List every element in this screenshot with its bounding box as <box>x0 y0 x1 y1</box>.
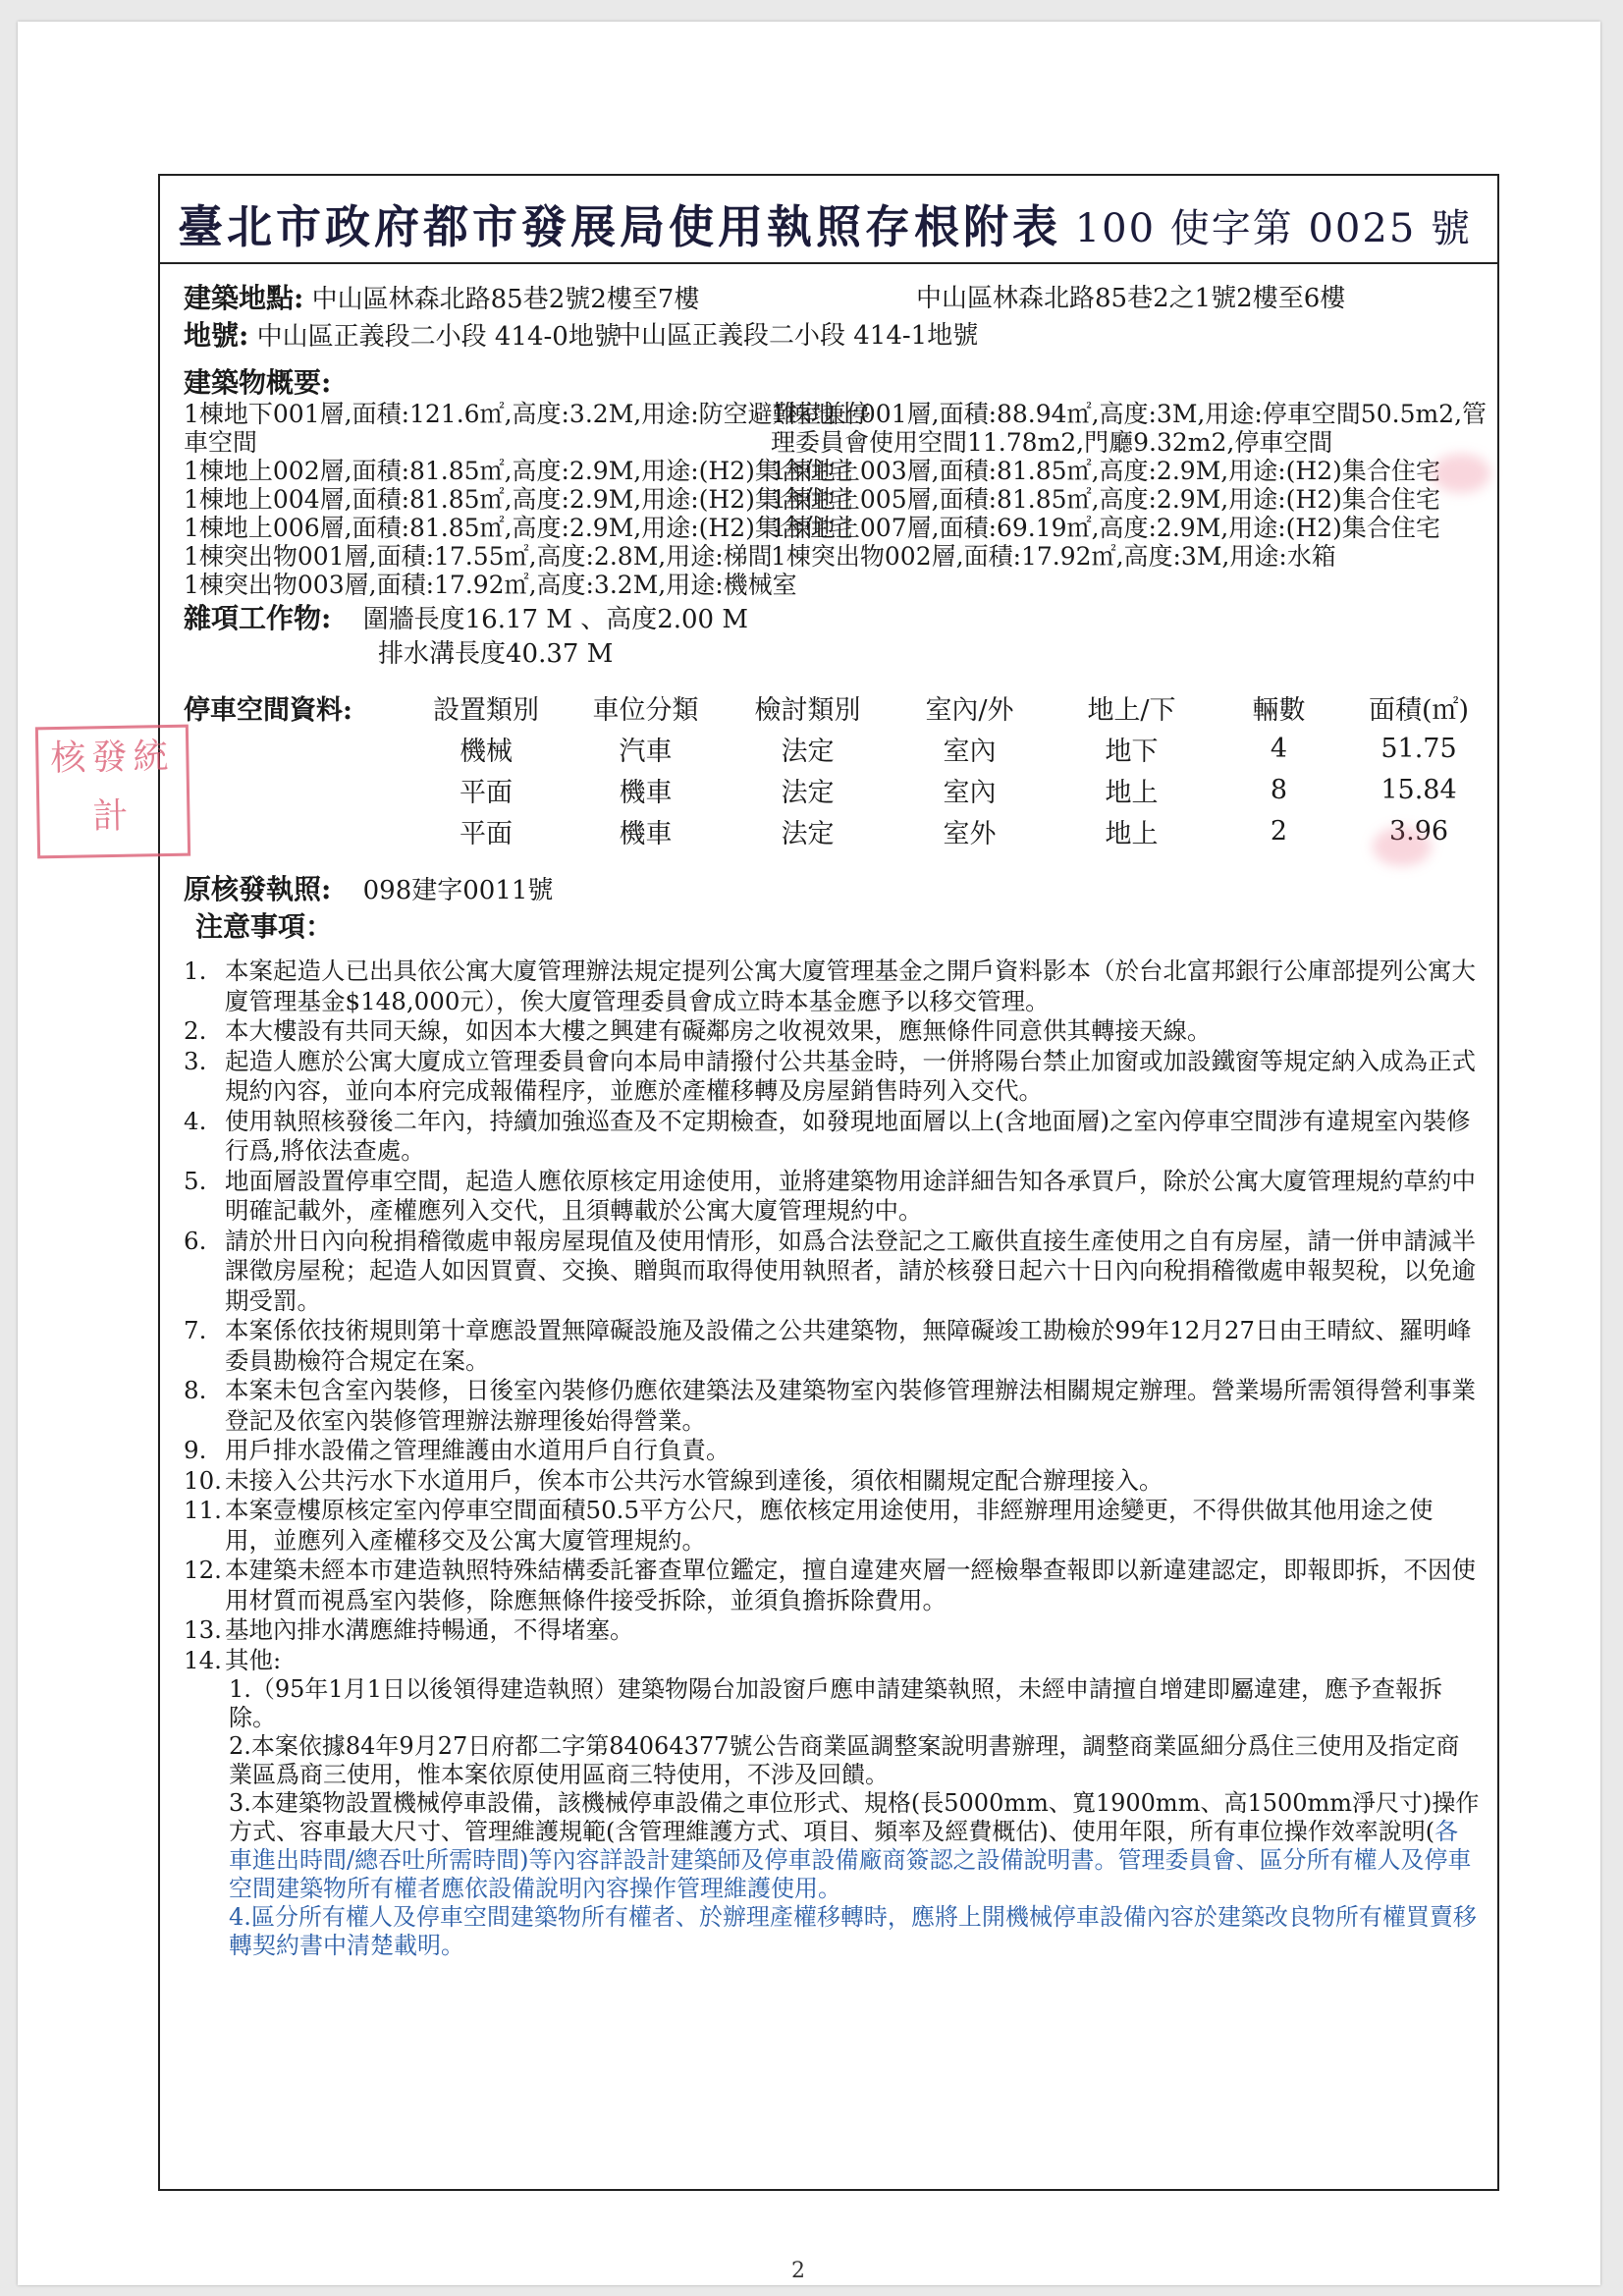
parking-spacer <box>184 769 407 810</box>
parking-cell: 法定 <box>781 818 835 849</box>
form-frame <box>50 174 1499 2191</box>
address-2-row <box>916 284 1345 313</box>
stain-mark <box>1432 454 1490 493</box>
misc-works-line-1: 圍牆長度16.17 M 、高度2.00 M <box>362 605 748 634</box>
lot-row <box>184 321 620 352</box>
note-sub-item: 2.本案依據84年9月27日府都二字第84064377號公告商業區調整案說明書辦理，調整商業區細分爲住三使用及指定商業區爲商三使用，惟本案依原使用區商三特使用，不涉及回饋。 <box>229 1732 1460 1788</box>
parking-cell: 4 <box>1270 733 1288 764</box>
note-item <box>184 1167 1480 1227</box>
note-text: 起造人應於公寓大廈成立管理委員會向本局申請撥付公共基金時，一併將陽台禁止加窗或加設鐵窗等規定納入成為正式規約內容，並向本府完成報備程序，並應於產權移轉及房屋銷售時列入交代。 <box>225 1046 1476 1105</box>
note-number: 13. <box>184 1615 222 1644</box>
parking-col-header: 設置類別 <box>433 694 539 726</box>
parking-cell: 室內 <box>943 777 997 808</box>
note-text: 未接入公共污水下水道用戶，俟本市公共污水管線到達後，須依相關規定配合辦理接入。 <box>225 1465 1163 1495</box>
note-number: 3. <box>184 1046 207 1075</box>
lot-1: 中山區正義段二小段 414-0地號 <box>256 322 620 352</box>
parking-cell: 地上 <box>1105 818 1159 849</box>
note-item <box>184 957 1480 1016</box>
parking-cell: 法定 <box>781 777 835 808</box>
notes-list <box>184 957 1480 1960</box>
original-permit-value: 098建字0011號 <box>362 876 554 905</box>
parking-cell: 51.75 <box>1380 733 1457 764</box>
parking-col-header: 地上/下 <box>1087 694 1176 726</box>
parking-label: 停車空間資料: <box>184 694 352 726</box>
note-text: 其他: <box>225 1645 282 1674</box>
parking-row <box>184 728 1492 769</box>
note-text: 本案起造人已出具依公寓大廈管理辦法規定提列公寓大廈管理基金之開戶資料影本（於台北富邦銀行公庫部提列公寓大廈管理基金$148,000元），俟大廈管理委員會成立時本基金應予以移交管理。 <box>225 957 1476 1015</box>
parking-cell: 機車 <box>619 818 673 849</box>
parking-col-header: 輛數 <box>1252 694 1306 726</box>
overview-right-line: 1棟地上005層,面積:81.85㎡,高度:2.9M,用途:(H2)集合住宅 <box>771 485 1440 514</box>
red-seal-stamp: 核發統計 <box>35 725 190 859</box>
document-page <box>18 22 1600 2285</box>
parking-cell: 室內 <box>943 736 997 767</box>
overview-left-line: 1棟地上004層,面積:81.85㎡,高度:2.9M,用途:(H2)集合住宅 <box>184 485 853 514</box>
overview-right-line: 理委員會使用空間11.78m2,門廳9.32m2,停車空間 <box>771 428 1333 457</box>
note-number: 5. <box>184 1166 207 1195</box>
note-item <box>184 1615 1480 1646</box>
address-2: 中山區林森北路85巷2之1號2樓至6樓 <box>916 284 1346 313</box>
note-number: 14. <box>184 1645 222 1674</box>
note-number: 10. <box>184 1465 222 1495</box>
note-number: 11. <box>184 1496 222 1524</box>
note-item <box>184 1227 1480 1317</box>
note-item <box>184 1646 1480 1676</box>
note-sub-item: 4.區分所有權人及停車空間建築物所有權者、於辦理產權移轉時，應將上開機械停車設備內容於建築改良物所有權買賣移轉契約書中清楚載明。 <box>229 1903 1477 1959</box>
note-text: 本案未包含室內裝修，日後室內裝修仍應依建築法及建築物室內裝修管理辦法相關規定辦理。營業場所需領得營利事業登記及依室內裝修管理辦法辦理後始得營業。 <box>225 1376 1476 1435</box>
address-row <box>184 284 699 314</box>
lot-2-row <box>616 321 978 351</box>
page-number: 2 <box>791 2259 805 2283</box>
parking-cell: 室外 <box>943 818 997 849</box>
note-text: 請於卅日內向稅捐稽徵處申報房屋現值及使用情形，如爲合法登記之工廠供直接生產使用之自有房屋，請一併申請減半課徵房屋稅；起造人如因買賣、交換、贈與而取得使用執照者，請於核發日起六十日內向稅捐稽徵處申報契稅，以免逾期受罰。 <box>225 1226 1476 1315</box>
parking-cell: 機械 <box>460 736 513 767</box>
note-sub-item-text: 3.本建築物設置機械停車設備，該機械停車設備之車位形式、規格(長5000mm、寬1900mm、高1500mm淨尺寸)操作方式、容車最大尺寸、管理維護規範(含管理維護方式、項目、頻率及經費概估)、使用年限，所有車位操作效率說明( <box>229 1789 1480 1845</box>
note-number: 7. <box>184 1316 207 1344</box>
document-title: 臺北市政府都市發展局使用執照存根附表 <box>178 200 1061 253</box>
parking-header-row <box>184 686 1492 728</box>
note-item <box>184 1556 1480 1615</box>
parking-cell: 2 <box>1270 815 1288 847</box>
stain-mark <box>1373 827 1432 866</box>
overview-left-line: 車空間 <box>184 428 258 457</box>
note-text: 本建築未經本市建造執照特殊結構委託審查單位鑑定，擅自違建夾層一經檢舉查報即以新違建認定，即報即拆，不因使用材質而視爲室內裝修，除應無條件接受拆除，並須負擔拆除費用。 <box>225 1556 1476 1614</box>
original-permit-label: 原核發執照: <box>184 873 332 905</box>
parking-spacer <box>184 728 407 769</box>
note-sub-item: 1.（95年1月1日以後領得建造執照）建築物陽台加設窗戶應申請建築執照，未經申請擅自增建即屬違建，應予查報拆除。 <box>229 1675 1442 1731</box>
note-number: 12. <box>184 1556 222 1584</box>
parking-col-header: 室內/外 <box>925 694 1014 726</box>
parking-spacer <box>184 810 407 851</box>
note-sub-item <box>184 1789 1480 1903</box>
permit-number: 100 使字第 0025 號 <box>1074 206 1472 251</box>
note-number: 8. <box>184 1376 207 1404</box>
note-item <box>184 1436 1480 1466</box>
note-text: 本案壹樓原核定室內停車空間面積50.5平方公尺，應依核定用途使用，非經辦理用途變更，不得供做其他用途之使用，並應列入產權移交及公寓大廈管理規約。 <box>225 1496 1434 1555</box>
address-label: 建築地點: <box>184 282 304 314</box>
note-number: 4. <box>184 1106 207 1135</box>
parking-col-header: 面積(㎡) <box>1368 694 1470 726</box>
note-number: 6. <box>184 1226 207 1255</box>
note-text: 本大樓設有共同天線，如因本大樓之興建有礙鄰房之收視效果，應無條件同意供其轉接天線。 <box>225 1016 1212 1045</box>
parking-cell: 15.84 <box>1380 774 1457 805</box>
parking-cell: 法定 <box>781 736 835 767</box>
misc-works-label: 雜項工作物: <box>184 602 332 634</box>
overview-left-line: 1棟突出物003層,面積:17.92㎡,高度:3.2M,用途:機械室 <box>184 571 797 599</box>
note-item <box>184 1376 1480 1436</box>
note-sub-item-text-blue: 各車進出時間/總吞吐所需時間)等內容詳設計建築師及停車設備廠商簽認之設備說明書。管理委員會、區分所有權人及停車空間建築物所有權者應依設備說明內容操作管理維護使用。 <box>229 1818 1472 1902</box>
notes-label: 注意事項： <box>195 910 334 943</box>
parking-cell: 平面 <box>460 777 513 808</box>
note-number: 1. <box>184 957 207 985</box>
misc-works-row <box>184 604 748 634</box>
note-item <box>184 1466 1480 1497</box>
lot-label: 地號: <box>184 319 249 352</box>
overview-right-line: 1棟地上003層,面積:81.85㎡,高度:2.9M,用途:(H2)集合住宅 <box>771 457 1440 485</box>
parking-table <box>184 686 1492 851</box>
note-text: 用戶排水設備之管理維護由水道用戶自行負責。 <box>225 1436 730 1464</box>
overview-label: 建築物概要: <box>184 366 332 399</box>
overview-right-line: 1棟突出物002層,面積:17.92㎡,高度:3M,用途:水箱 <box>771 542 1336 571</box>
overview-left-line: 1棟地上006層,面積:81.85㎡,高度:2.9M,用途:(H2)集合住宅 <box>184 514 853 542</box>
note-number: 2. <box>184 1016 207 1045</box>
parking-cell: 汽車 <box>619 736 673 767</box>
note-item <box>184 1047 1480 1107</box>
parking-cell: 平面 <box>460 818 513 849</box>
lot-2: 中山區正義段二小段 414-1地號 <box>616 321 979 351</box>
title-bar <box>160 176 1497 264</box>
overview-right <box>771 400 1487 571</box>
overview-right-line: 1棟地上007層,面積:69.19㎡,高度:2.9M,用途:(H2)集合住宅 <box>771 514 1440 542</box>
note-text: 本案係依技術規則第十章應設置無障礙設施及設備之公共建築物，無障礙竣工勘檢於99年12月27日由王晴紋、羅明峰委員勘檢符合規定在案。 <box>225 1316 1472 1375</box>
note-text: 地面層設置停車空間，起造人應依原核定用途使用，並將建築物用途詳細告知各承買戶，除於公寓大廈管理規約草約中明確記載外，產權應列入交代，且須轉載於公寓大廈管理規約中。 <box>225 1166 1476 1225</box>
address-1: 中山區林森北路85巷2號2樓至7樓 <box>311 285 700 314</box>
parking-cell: 機車 <box>619 777 673 808</box>
parking-cell: 地上 <box>1105 777 1159 808</box>
parking-cell: 3.96 <box>1388 815 1449 847</box>
note-item <box>184 1316 1480 1376</box>
note-text: 使用執照核發後二年內，持續加強巡查及不定期檢查，如發現地面層以上(含地面層)之室內停車空間涉有違規室內裝修行爲,將依法查處。 <box>225 1106 1471 1165</box>
misc-works-line-2: 排水溝長度40.37 M <box>378 639 614 669</box>
parking-row <box>184 769 1492 810</box>
note-item <box>184 1016 1480 1047</box>
parking-col-header: 車位分類 <box>592 694 699 726</box>
parking-cell: 8 <box>1270 774 1288 805</box>
original-permit-row <box>184 875 553 905</box>
overview-left-line: 1棟地上002層,面積:81.85㎡,高度:2.9M,用途:(H2)集合住宅 <box>184 457 853 485</box>
overview-left-line: 1棟地下001層,面積:121.6㎡,高度:3.2M,用途:防空避難室兼停 <box>184 400 871 428</box>
parking-row <box>184 810 1492 851</box>
note-number: 9. <box>184 1436 207 1464</box>
parking-col-header: 檢討類別 <box>754 694 861 726</box>
overview-left-line: 1棟突出物001層,面積:17.55㎡,高度:2.8M,用途:梯間 <box>184 542 773 571</box>
note-text: 基地內排水溝應維持暢通，不得堵塞。 <box>225 1615 634 1644</box>
note-item <box>184 1496 1480 1556</box>
overview-left <box>184 400 871 599</box>
overview-right-line: 1棟地上001層,面積:88.94㎡,高度:3M,用途:停車空間50.5m2,管 <box>771 400 1488 428</box>
note-item <box>184 1107 1480 1167</box>
parking-cell: 地下 <box>1105 736 1159 767</box>
